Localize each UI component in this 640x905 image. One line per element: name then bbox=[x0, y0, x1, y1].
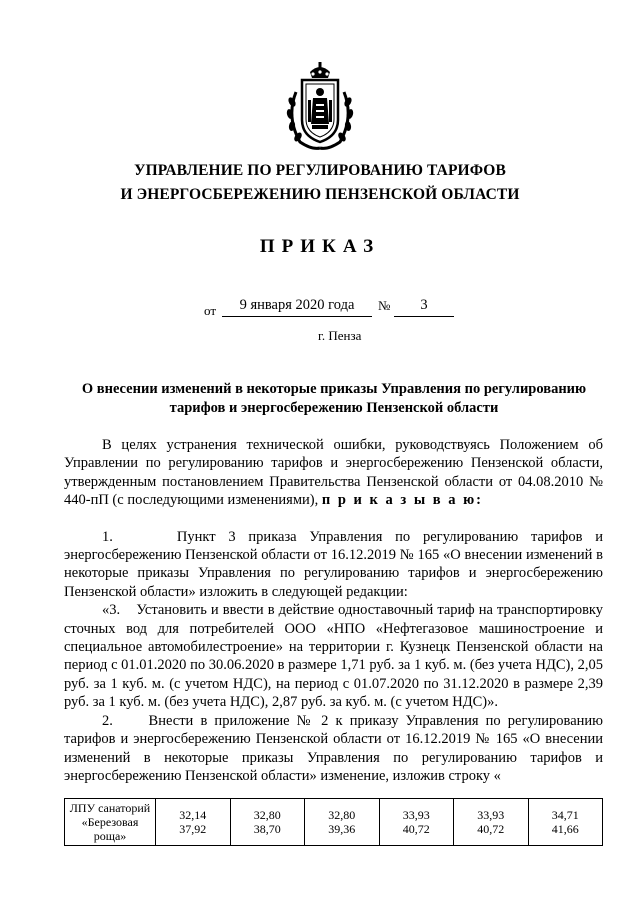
table-cell: 32,14 37,92 bbox=[156, 799, 231, 846]
order-word: п р и к а з ы в а ю: bbox=[321, 492, 483, 509]
order-subject: О внесении изменений в некоторые приказы Управления по регулированию тарифов и энергосбережению Пензенской области bbox=[81, 381, 587, 416]
table-cell: 32,80 39,36 bbox=[305, 799, 380, 846]
table-row bbox=[65, 799, 603, 846]
table-cell: 33,93 40,72 bbox=[454, 799, 529, 846]
order-number: 3 bbox=[394, 297, 454, 317]
table-cell: 32,80 38,70 bbox=[230, 799, 305, 846]
date-prefix: от bbox=[204, 303, 217, 318]
table-cell: 34,71 41,66 bbox=[528, 799, 603, 846]
item-1-paragraph: 1. Пункт 3 приказа Управления по регулированию тарифов и энергосбережению Пензенской области от 16.12.2019 № 165 «О внесении изменений в некоторые приказы Управления по регулированию тарифов и энергосбережению Пензенской области» изложить в следующей редакции: bbox=[64, 528, 603, 600]
order-date: 9 января 2020 года bbox=[222, 297, 372, 317]
table-cell-name: ЛПУ санаторий «Березовая роща» bbox=[65, 799, 156, 846]
organization-name-line1: УПРАВЛЕНИЕ ПО РЕГУЛИРОВАНИЮ ТАРИФОВ bbox=[134, 162, 506, 179]
item-2-paragraph: 2. Внести в приложение № 2 к приказу Управления по регулированию тарифов и энергосбережению Пензенской области от 16.12.2019 № 165 «О внесении изменений в некоторые приказы Управления по регулированию тарифов и энергосбережению Пензенской области» изменение, изложив строку « bbox=[64, 712, 603, 784]
document-type-title: ПРИКАЗ bbox=[259, 236, 381, 257]
preamble-text: В целях устранения технической ошибки, руководствуясь Положением об Управлении по регулированию тарифов и энергосбережению Пензенской области, утвержденным постановлением Правительства Пензенской области от 04.08.2010 № 440-пП (с последующими изменениями), bbox=[64, 437, 603, 509]
order-body bbox=[64, 436, 603, 785]
organization-name-line2: И ЭНЕРГОСБЕРЕЖЕНИЮ ПЕНЗЕНСКОЙ ОБЛАСТИ bbox=[120, 186, 520, 203]
preamble-paragraph bbox=[64, 436, 603, 510]
table-cell: 33,93 40,72 bbox=[379, 799, 454, 846]
number-label: № bbox=[378, 298, 391, 313]
coat-of-arms-icon bbox=[282, 62, 358, 152]
city: г. Пенза bbox=[318, 328, 362, 343]
item-1-quoted-paragraph: «3. Установить и ввести в действие одноставочный тариф на транспортировку сточных вод для потребителей ООО «НПО «Нефтегазовое машиностроение и специальное автомобилестроение» на территории г. Кузнецк Пензенской области на период с 01.01.2020 по 30.06.2020 в размере 1,71 руб. за 1 куб. м. (без учета НДС), 2,05 руб. за 1 куб. м. (с учетом НДС), на период с 01.07.2020 по 31.12.2020 в размере 2,39 руб. за 1 куб. м. (без учета НДС), 2,87 руб. за куб. м. (с учетом НДС)». bbox=[64, 602, 603, 711]
tariff-table bbox=[64, 798, 603, 846]
